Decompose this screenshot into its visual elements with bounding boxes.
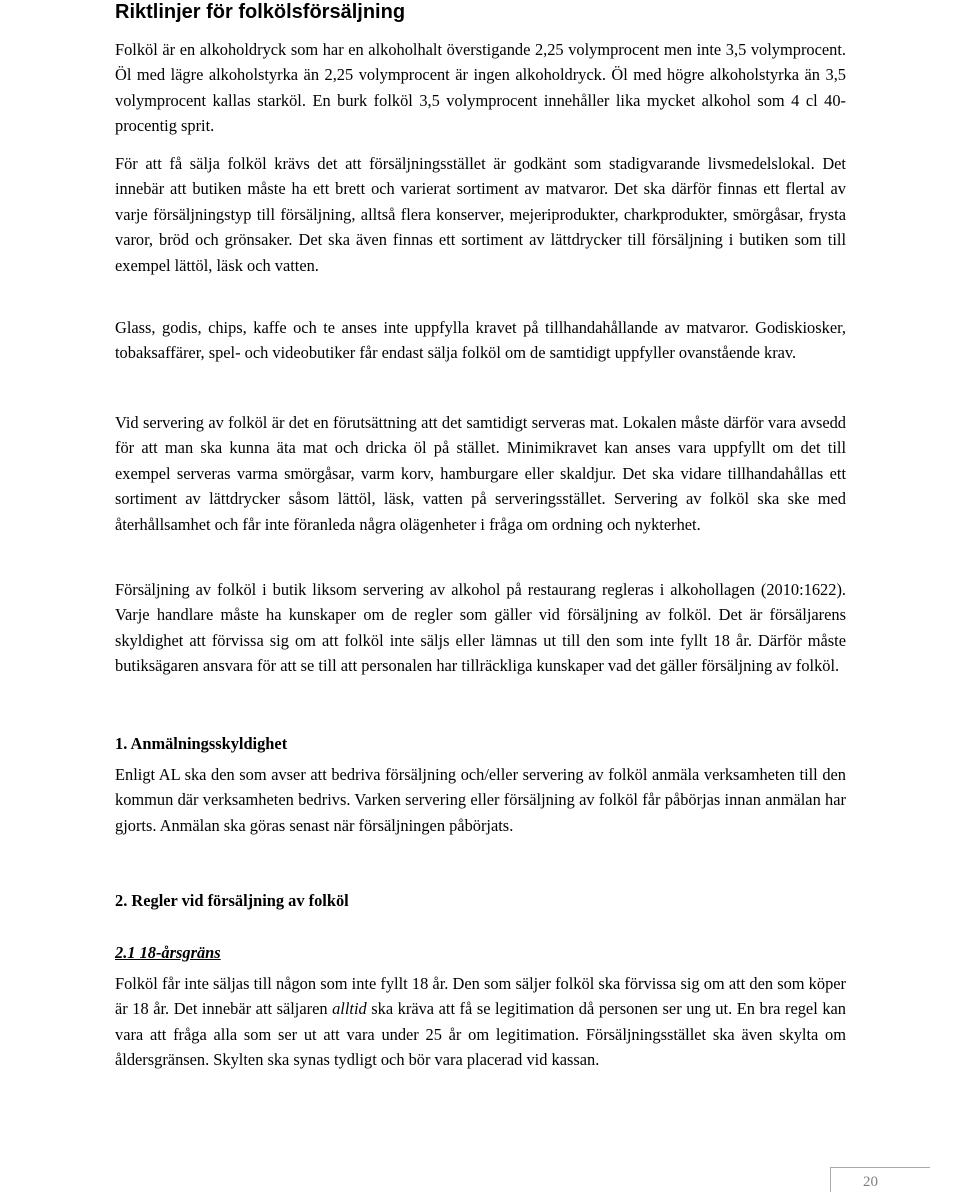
intro-paragraph-5: Försäljning av folköl i butik liksom servering av alkohol på restaurang regleras i alkohollagen (2010:1622). Varje handlare måste ha kunskaper om de regler som gäller vid försäljning av folköl. Det är försäljarens skyldighet att förvissa sig om att folköl inte säljs eller lämnas ut till den som inte fyllt 18 år. Därför måste butiksägaren ansvara för att se till att personalen har tillräckliga kunskaper vad det gäller försäljning av folköl.: [115, 580, 846, 676]
page-number-box: [830, 1167, 930, 1192]
section-2-1-heading: 2.1 18-årsgräns: [115, 943, 221, 962]
section-1-paragraph: Enligt AL ska den som avser att bedriva försäljning och/eller servering av folköl anmäla verksamheten till den kommun där verksamheten bedrivs. Varken servering eller försäljning av folköl får påbörjas innan anmälan har gjorts. Anmälan ska göras senast när försäljningen påbörjats.: [115, 765, 846, 835]
intro-paragraph-2: För att få sälja folköl krävs det att försäljningsstället är godkänt som stadigvarande livsmedelslokal. Det innebär att butiken måste ha ett brett och varierat sortiment av matvaror. Det ska därför finnas ett flertal av varje försäljningstyp till försäljning, alltså flera konserver, mejeriprodukter, charkprodukter, smörgåsar, frysta varor, bröd och grönsaker. Det ska även finnas ett sortiment av lättdrycker till försäljning i butiken som till exempel lättöl, läsk och vatten.: [115, 154, 846, 275]
page-number: 20: [863, 1174, 878, 1190]
intro-paragraph-4: Vid servering av folköl är det en förutsättning att det samtidigt serveras mat. Lokalen måste därför vara avsedd för att man ska kunna äta mat och dricka öl på stället. Minimikravet kan anses vara uppfyllt om det till exempel serveras varma smörgåsar, varm korv, hamburgare eller skaldjur. Det ska vidare tillhandahållas ett sortiment av lättdrycker såsom lättöl, läsk, vatten på serveringsstället. Servering av folköl ska ske med återhållsamhet och får inte föranleda några olägenheter i fråga om ordning och nykterhet.: [115, 413, 846, 534]
page-title: Riktlinjer för folkölsförsäljning: [115, 1, 406, 23]
intro-paragraph-1: Folköl är en alkoholdryck som har en alkoholhalt överstigande 2,25 volymprocent men inte 3,5 volymprocent. Öl med lägre alkoholstyrka än 2,25 volymprocent är ingen alkoholdryck. Öl med högre alkoholstyrka än 3,5 volymprocent kallas starköl. En burk folköl 3,5 volymprocent innehåller lika mycket alkohol som 4 cl 40-procentig sprit.: [115, 40, 846, 136]
intro-paragraph-3: Glass, godis, chips, kaffe och te anses inte uppfylla kravet på tillhandahållande av matvaror. Godiskiosker, tobaksaffärer, spel- och videobutiker får endast sälja folköl om de samtidigt uppfyller ovanstående krav.: [115, 318, 846, 363]
section-2-1-paragraph: [115, 971, 846, 1073]
section-2-heading: 2. Regler vid försäljning av folköl: [115, 891, 349, 910]
section-2-1-text-start: Folköl får inte säljas till någon som inte fyllt 18 år. Den som säljer folköl ska förvissa sig om att den som köper är 18 år. Det innebär att säljaren: [115, 974, 846, 1019]
section-2-1-text-end: ska kräva att få se legitimation då personen ser ung ut. En bra regel kan vara att fråga alla som ser ut att vara under 25 år om legitimation. Försäljningsstället ska även skylta om åldersgränsen. Skylten ska synas tydligt och bör vara placerad vid kassan.: [115, 999, 846, 1070]
section-1-heading: 1. Anmälningsskyldighet: [115, 734, 288, 753]
emphasis-alltid: alltid: [332, 999, 367, 1019]
